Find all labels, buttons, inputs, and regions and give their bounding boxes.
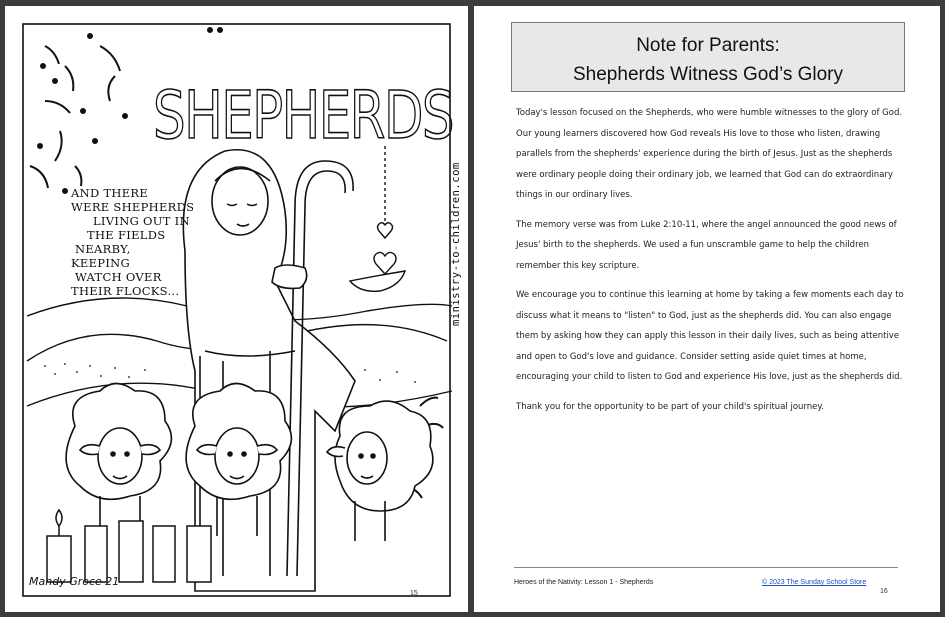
verse-line: LIVING OUT IN xyxy=(93,214,190,228)
paragraph: We encourage you to continue this learning at home by taking a few moments each day to discuss what it means to "listen" to God, just as the shepherds did. You can also engage them by asking how they can apply this lesson in their daily lives, such as being attentive and open to God's love and guidance. Consider setting aside quiet times at home, encouraging your child to listen to God and experience His love, just as the shepherds did. xyxy=(516,290,904,382)
footer-divider xyxy=(514,567,898,568)
note-body xyxy=(516,103,904,426)
title-box xyxy=(511,22,905,92)
verse-line: WERE SHEPHERDS xyxy=(71,200,195,214)
coloring-page xyxy=(5,6,468,612)
side-url: ministry-to-children.com xyxy=(450,162,462,326)
copyright-link[interactable]: © 2023 The Sunday School Store xyxy=(762,579,867,586)
verse-line: WATCH OVER xyxy=(75,270,162,284)
note-page xyxy=(474,6,940,612)
sheep-icon xyxy=(327,401,433,541)
left-page-number: 15 xyxy=(410,590,418,597)
artist-signature: Mandy Groce 21 xyxy=(29,575,120,588)
shepherd-figure xyxy=(183,150,355,591)
verse-line: THEIR FLOCKS... xyxy=(71,284,180,298)
sheep-icon xyxy=(66,384,171,537)
heart-icon xyxy=(350,146,405,291)
coloring-title: SHEPHERDS xyxy=(153,77,453,154)
paragraph: Today's lesson focused on the Shepherds, who were humble witnesses to the glory of God. Our young learners discovered how God reveals His love to those who listen, drawing parallels from the shepherds' experience during the birth of Jesus. Just as the shepherds were ordinary people doing their ordinary job, we learned that God can do extraordinary things in our ordinary lives. xyxy=(516,108,903,200)
paragraph: The memory verse was from Luke 2:10-11, where the angel announced the good news of Jesus' birth to the shepherds. We used a fun unscramble game to help the children remember this key scripture. xyxy=(516,219,897,271)
note-title-line2: Shepherds Witness God’s Glory xyxy=(573,64,843,85)
verse-line: THE FIELDS xyxy=(87,228,166,242)
note-title-line1: Note for Parents: xyxy=(636,35,780,56)
candle-icon xyxy=(47,510,211,582)
verse-text xyxy=(69,186,209,298)
paragraph: Thank you for the opportunity to be part of your child's spiritual journey. xyxy=(516,401,824,412)
shepherd-illustration xyxy=(5,6,468,612)
right-page-number: 16 xyxy=(880,588,888,595)
verse-line: AND THERE xyxy=(71,186,149,200)
verse-line: KEEPING xyxy=(71,256,131,270)
verse-line: NEARBY, xyxy=(75,242,131,256)
footer-lesson-title: Heroes of the Nativity: Lesson 1 - Shepherds xyxy=(514,579,654,586)
